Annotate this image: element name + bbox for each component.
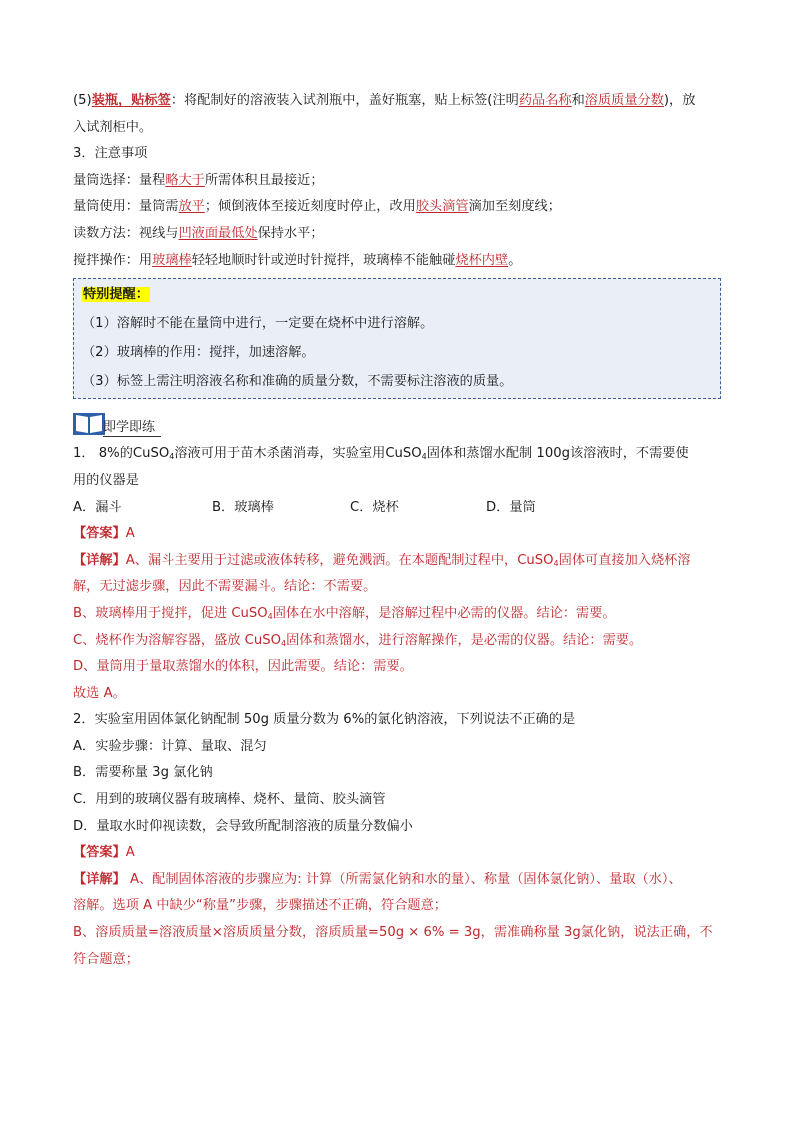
q1-stem-line2: 用的仪器是 bbox=[73, 472, 139, 488]
q1-formula: CuSO bbox=[244, 632, 281, 648]
q1-formula-sub: 4 bbox=[421, 452, 427, 462]
q1-detail-text: 固体和蒸馏水，进行溶解操作，是必需的仪器。结论：需要。 bbox=[286, 632, 643, 648]
q1-option-a: A．漏斗 bbox=[73, 499, 122, 515]
reminder-title: 特别提醒： bbox=[83, 287, 149, 303]
practice-label: 即学即练 bbox=[103, 420, 161, 437]
step5-text1: ：将配制好的溶液装入试剂瓶中，盖好瓶塞，贴上标签(注明 bbox=[170, 93, 519, 108]
document-page bbox=[73, 88, 723, 973]
q1-detail-d: D、量筒用于量取蒸馏水的体积，因此需要。结论：需要。 bbox=[73, 659, 413, 675]
q2-answer-value: A bbox=[125, 845, 135, 861]
q1-text-c: 固体和蒸馏水配制 100g该溶液时，不需要使 bbox=[426, 446, 689, 462]
q1-option-c: C．烧杯 bbox=[350, 499, 399, 515]
q2-detail-line2: 溶解。选项 A 中缺少“称量”步骤，步骤描述不正确，符合题意； bbox=[73, 898, 447, 914]
note-stirring bbox=[73, 248, 723, 275]
step5-text3: )，放 bbox=[663, 93, 696, 108]
note1-text: 量筒选择：量程 bbox=[73, 172, 166, 188]
reminder-item: （2）玻璃棒的作用：搅拌，加速溶解。 bbox=[82, 344, 315, 360]
note-cylinder-choice bbox=[73, 168, 723, 195]
step5-underline-name: 药品名称 bbox=[518, 93, 572, 108]
q1-detail-text: C、烧杯作为溶解容器，盛放 bbox=[73, 632, 245, 648]
note-reading bbox=[73, 221, 723, 248]
q1-detail-line1 bbox=[73, 548, 723, 575]
practice-badge bbox=[73, 403, 723, 437]
q2-option-a: A．实验步骤：计算、量取、混匀 bbox=[73, 738, 267, 754]
step5-underline-fraction: 溶质质量分数 bbox=[584, 93, 664, 108]
q2-stem: 2．实验室用固体氯化钠配制 50g 质量分数为 6%的氯化钠溶液，下列说法不正确的是 bbox=[73, 712, 576, 728]
q1-detail-c bbox=[73, 628, 723, 655]
q1-text-a: 1． 8%的 bbox=[73, 446, 133, 462]
q2-detail-b-line2: 符合题意； bbox=[73, 951, 139, 967]
q1-detail-text: B、玻璃棒用于搅拌，促进 bbox=[73, 605, 232, 621]
q2-option-c: C．用到的玻璃仪器有玻璃棒、烧杯、量筒、胶头滴管 bbox=[73, 792, 386, 808]
note2-underline1: 放平 bbox=[178, 199, 205, 215]
open-book-icon bbox=[73, 411, 105, 437]
q1-detail-text: 固体在水中溶解，是溶解过程中必需的仪器。结论：需要。 bbox=[272, 605, 616, 621]
q2-option-b: B．需要称量 3g 氯化钠 bbox=[73, 765, 213, 781]
q1-formula: CuSO bbox=[132, 446, 170, 462]
q2-answer bbox=[73, 840, 723, 867]
step5-title: 装瓶，贴标签 bbox=[91, 93, 171, 108]
q1-text-b: 溶液可用于苗木杀菌消毒，实验室用 bbox=[174, 446, 386, 462]
q1-detail-tag: 【详解】 bbox=[73, 552, 126, 568]
q2-detail-text: A、配制固体溶液的步骤应为: 计算（所需氯化钠和水的量）、称量（固体氯化钠）、量取（水）、 bbox=[125, 871, 682, 887]
q1-options bbox=[73, 495, 723, 522]
note2-underline2: 胶头滴管 bbox=[415, 199, 469, 215]
q1-option-d: D．量筒 bbox=[486, 499, 536, 515]
note2-text-mid: ；倾倒液体至接近刻度时停止，改用 bbox=[204, 199, 416, 215]
q2-answer-tag: 【答案】 bbox=[73, 845, 126, 861]
q1-detail-line2: 解，无过滤步骤，因此不需要漏斗。结论：不需要。 bbox=[73, 579, 377, 595]
q1-answer-value: A bbox=[125, 526, 135, 542]
q1-formula-sub: 4 bbox=[169, 452, 175, 462]
q1-detail-text: 固体可直接加入烧杯溶 bbox=[558, 552, 691, 568]
reminder-item: （3）标签上需注明溶液名称和准确的质量分数，不需要标注溶液的质量。 bbox=[82, 373, 513, 389]
note3-text: 读数方法：视线与 bbox=[73, 225, 179, 241]
reminder-item: （1）溶解时不能在量筒中进行，一定要在烧杯中进行溶解。 bbox=[82, 315, 434, 331]
reminder-title-line bbox=[82, 281, 710, 310]
q1-stem-line1 bbox=[73, 441, 723, 468]
q1-formula: CuSO bbox=[231, 605, 268, 621]
note4-text-end: 。 bbox=[508, 252, 522, 268]
step5-line1 bbox=[73, 88, 723, 115]
note4-text-mid: 轻轻地顺时针或逆时针搅拌，玻璃棒不能触碰 bbox=[191, 252, 456, 268]
special-reminder-box bbox=[73, 278, 721, 399]
q2-detail-tag: 【详解】 bbox=[73, 871, 126, 887]
note3-text-end: 保持水平； bbox=[257, 225, 324, 241]
note4-underline1: 玻璃棒 bbox=[152, 252, 192, 268]
note3-underline: 凹液面最低处 bbox=[178, 225, 258, 241]
step5-text2: 和 bbox=[571, 93, 585, 108]
step5-line2: 入试剂柜中。 bbox=[73, 119, 153, 135]
q1-detail-text: A、漏斗主要用于过滤或液体转移，避免溅洒。在本题配制过程中， bbox=[125, 552, 518, 568]
q1-option-b: B．玻璃棒 bbox=[212, 499, 274, 515]
q1-formula: CuSO bbox=[517, 552, 554, 568]
note1-text-end: 所需体积且最接近； bbox=[204, 172, 324, 188]
note1-underline: 略大于 bbox=[165, 172, 205, 188]
note4-underline2: 烧杯内壁 bbox=[455, 252, 509, 268]
q1-final: 故选 A。 bbox=[73, 685, 126, 701]
q1-answer-tag: 【答案】 bbox=[73, 526, 126, 542]
notes-heading: 3．注意事项 bbox=[73, 146, 148, 162]
q1-formula-sub: 4 bbox=[280, 638, 287, 648]
q1-formula-sub: 4 bbox=[267, 611, 273, 621]
note4-text: 搅拌操作：用 bbox=[73, 252, 153, 268]
q1-answer bbox=[73, 521, 723, 548]
step5-number: (5) bbox=[73, 93, 92, 108]
q2-detail-line1 bbox=[73, 867, 723, 894]
q2-option-d: D．量取水时仰视读数，会导致所配制溶液的质量分数偏小 bbox=[73, 818, 413, 834]
q1-detail-b bbox=[73, 601, 723, 628]
note2-text-end: 滴加至刻度线； bbox=[468, 199, 561, 215]
q1-formula-sub: 4 bbox=[553, 558, 559, 568]
note2-text: 量筒使用：量筒需 bbox=[73, 199, 179, 215]
note-cylinder-use bbox=[73, 194, 723, 221]
q2-detail-b-line1: B、溶质质量=溶液质量×溶质质量分数，溶质质量=50g × 6% = 3g，需准确称量 3g氯化钠，说法正确，不 bbox=[73, 925, 713, 941]
q1-formula: CuSO bbox=[385, 446, 422, 462]
